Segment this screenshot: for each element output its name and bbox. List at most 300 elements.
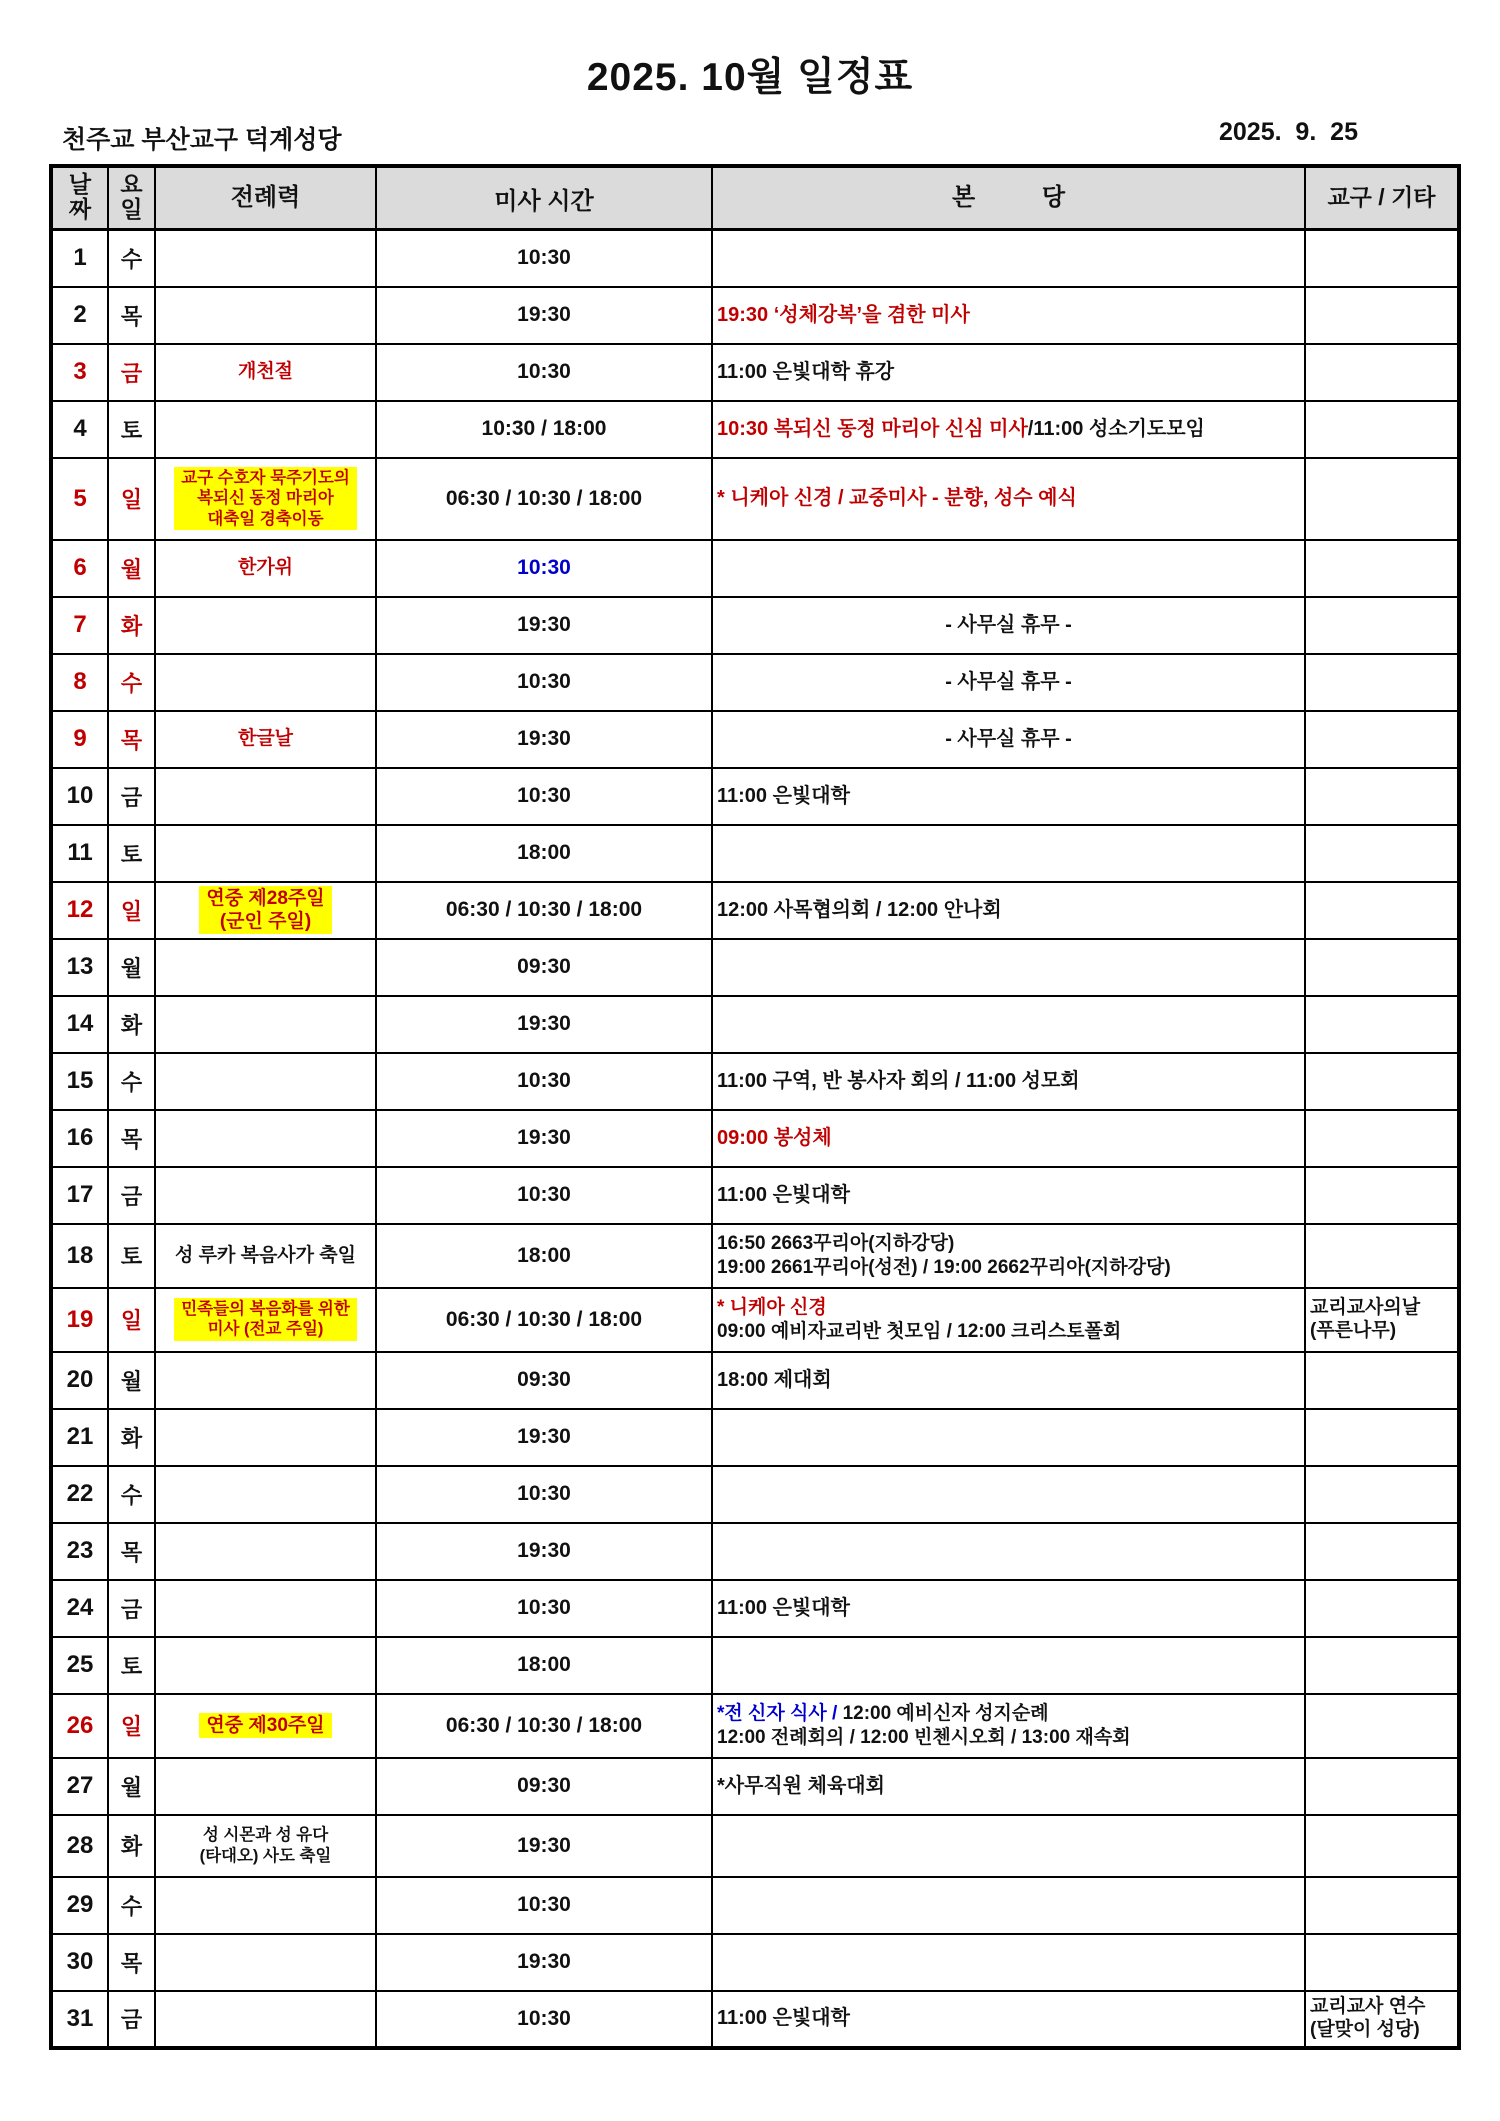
mass-time-label: 10:30 (517, 1482, 571, 1505)
feast-text (160, 360, 371, 383)
header-row (51, 166, 1459, 230)
diocese-etc-cell (1305, 825, 1459, 882)
column-header-liturgical: 전례력 (155, 166, 376, 230)
text-segment: - 사무실 휴무 - (945, 670, 1072, 693)
feast-line: 성 루카 복음사가 축일 (174, 1244, 357, 1266)
table-row (51, 540, 1459, 597)
day-cell (108, 458, 155, 540)
text-segment: 11:00 은빛대학 (717, 1183, 850, 1206)
diocese-etc-cell (1305, 287, 1459, 344)
diocese-etc-cell (1305, 1224, 1459, 1288)
date-label: 14 (66, 1010, 94, 1037)
date-label: 8 (73, 668, 87, 695)
date-label: 4 (73, 415, 87, 442)
date-label: 15 (66, 1067, 94, 1094)
parish-cell (712, 939, 1305, 996)
diocese-etc-cell (1305, 1523, 1459, 1580)
day-label: 금 (120, 2007, 143, 2032)
table-row (51, 996, 1459, 1053)
liturgical-cell (155, 597, 376, 654)
day-cell (108, 1224, 155, 1288)
diocese-etc-cell (1305, 654, 1459, 711)
liturgical-cell (155, 1758, 376, 1815)
parish-line (717, 1183, 1300, 1208)
mass-time-label: 19:30 (517, 613, 571, 636)
parish-cell (712, 768, 1305, 825)
date-label: 6 (73, 554, 87, 581)
day-cell (108, 540, 155, 597)
day-cell (108, 996, 155, 1053)
parish-name: 천주교 부산교구 덕계성당 (62, 126, 342, 154)
table-row (51, 825, 1459, 882)
text-segment: 12:00 예비신자 성지순례 (842, 1702, 1049, 1724)
table-row (51, 654, 1459, 711)
mass-time-cell (376, 287, 712, 344)
mass-time-label: 19:30 (517, 1539, 571, 1562)
date-cell (51, 825, 108, 882)
day-label: 금 (120, 784, 143, 810)
table-row (51, 1053, 1459, 1110)
date-label: 2 (73, 301, 87, 328)
column-header-date (51, 166, 108, 230)
column-header-day (108, 166, 155, 230)
mass-time-cell (376, 458, 712, 540)
text-segment: 16:50 2663꾸리아(지하강당) (717, 1232, 955, 1254)
date-cell (51, 1758, 108, 1815)
mass-time-cell (376, 1167, 712, 1224)
mass-time-label: 19:30 (517, 1126, 571, 1149)
date-label: 19 (66, 1305, 94, 1333)
table-row (51, 458, 1459, 540)
date-cell (51, 1409, 108, 1466)
parish-cell (712, 344, 1305, 401)
liturgical-cell (155, 1934, 376, 1991)
mass-time-label: 06:30 / 10:30 / 18:00 (445, 1307, 643, 1331)
diocese-etc-cell (1305, 1815, 1459, 1877)
feast-text (160, 1244, 371, 1267)
parish-line (717, 1069, 1300, 1094)
mass-time-cell (376, 1580, 712, 1637)
mass-time-cell (376, 1110, 712, 1167)
diocese-etc-cell (1305, 1352, 1459, 1409)
mass-time-label: 06:30 / 10:30 / 18:00 (445, 1713, 643, 1737)
mass-time-cell (376, 1224, 712, 1288)
mass-time-label: 10:30 (517, 246, 571, 270)
liturgical-cell (155, 939, 376, 996)
date-cell (51, 882, 108, 939)
feast-highlight (174, 1298, 357, 1340)
mass-time-label: 10:30 (517, 360, 571, 383)
mass-time-cell (376, 996, 712, 1053)
table-row (51, 1815, 1459, 1877)
text-segment: 10:30 복되신 동정 마리아 신심 미사 (717, 417, 1028, 440)
day-label: 수 (120, 1893, 143, 1919)
date-label: 31 (66, 2004, 94, 2032)
parish-line (717, 898, 1300, 923)
liturgical-cell (155, 1637, 376, 1694)
day-label: 목 (120, 303, 143, 329)
day-label: 화 (120, 1834, 143, 1859)
mass-time-label: 10:30 (517, 556, 571, 579)
day-label: 화 (120, 613, 143, 639)
feast-highlight (199, 1713, 331, 1738)
parish-line (717, 360, 1300, 385)
feast-line: (군인 주일) (219, 911, 312, 932)
diocese-etc-cell (1305, 768, 1459, 825)
date-cell (51, 344, 108, 401)
feast-line: 교구 수호자 묵주기도의 (181, 469, 350, 488)
parish-cell (712, 1288, 1305, 1352)
date-cell (51, 1053, 108, 1110)
liturgical-cell (155, 1352, 376, 1409)
day-cell (108, 230, 155, 287)
date-cell (51, 996, 108, 1053)
feast-line: 대축일 경축이동 (207, 509, 324, 528)
day-label: 수 (120, 246, 143, 272)
table-row (51, 344, 1459, 401)
text-segment: 11:00 은빛대학 (717, 2007, 850, 2029)
feast-line: 개천절 (237, 361, 294, 383)
day-label: 일 (120, 1714, 143, 1739)
mass-time-label: 19:30 (517, 727, 571, 750)
day-cell (108, 711, 155, 768)
text-segment: - 사무실 휴무 - (945, 613, 1072, 636)
parish-cell (712, 996, 1305, 1053)
table-row (51, 1409, 1459, 1466)
mass-time-label: 09:30 (517, 1368, 571, 1391)
table-row (51, 1877, 1459, 1934)
mass-time-label: 10:30 / 18:00 (481, 417, 607, 440)
date-label: 1 (73, 244, 87, 272)
date-cell (51, 458, 108, 540)
day-label: 금 (120, 1183, 143, 1209)
mass-time-label: 18:00 (517, 841, 571, 864)
table-row (51, 287, 1459, 344)
day-label: 수 (120, 670, 143, 696)
mass-time-label: 10:30 (517, 1893, 571, 1916)
liturgical-cell (155, 1288, 376, 1352)
parish-cell (712, 230, 1305, 287)
mass-time-cell (376, 1053, 712, 1110)
day-cell (108, 1466, 155, 1523)
liturgical-cell (155, 768, 376, 825)
mass-time-label: 10:30 (517, 1596, 571, 1619)
date-cell (51, 1877, 108, 1934)
date-cell (51, 230, 108, 287)
table-row (51, 1110, 1459, 1167)
mass-time-label: 09:30 (517, 955, 571, 978)
liturgical-cell (155, 1815, 376, 1877)
day-cell (108, 825, 155, 882)
liturgical-cell (155, 711, 376, 768)
day-cell (108, 768, 155, 825)
table-row (51, 1694, 1459, 1758)
feast-text (160, 1825, 371, 1865)
liturgical-cell (155, 1694, 376, 1758)
parish-line (717, 1774, 1300, 1799)
mass-time-cell (376, 882, 712, 939)
table-row (51, 882, 1459, 939)
parish-cell (712, 1694, 1305, 1758)
liturgical-cell (155, 1580, 376, 1637)
day-cell (108, 1523, 155, 1580)
diocese-etc-cell (1305, 1694, 1459, 1758)
diocese-etc-cell (1305, 458, 1459, 540)
day-cell (108, 1637, 155, 1694)
issue-date: 2025. 9. 25 (1218, 118, 1358, 146)
text-segment: 09:00 봉성체 (717, 1126, 832, 1149)
liturgical-cell (155, 287, 376, 344)
mass-time-cell (376, 1523, 712, 1580)
parish-cell (712, 1466, 1305, 1523)
date-cell (51, 1167, 108, 1224)
column-header-parish: 본 당 (712, 166, 1305, 230)
feast-line: 연중 제28주일 (206, 887, 325, 909)
mass-time-label: 10:30 (517, 1183, 571, 1206)
parish-cell (712, 1167, 1305, 1224)
day-cell (108, 344, 155, 401)
date-label: 17 (66, 1181, 94, 1208)
table-row (51, 939, 1459, 996)
parish-cell (712, 1352, 1305, 1409)
day-label: 수 (120, 1069, 143, 1095)
diocese-etc-cell (1305, 1409, 1459, 1466)
table-row (51, 1288, 1459, 1352)
diocese-etc-cell (1305, 1991, 1459, 2048)
date-label: 13 (66, 953, 94, 980)
table-row (51, 230, 1459, 287)
parish-cell (712, 1224, 1305, 1288)
mass-time-cell (376, 540, 712, 597)
mass-time-cell (376, 1352, 712, 1409)
parish-cell (712, 1934, 1305, 1991)
column-header-date-label: 날짜 (68, 171, 92, 222)
page-title: 2025. 10월 일정표 (586, 56, 914, 99)
parish-cell (712, 1877, 1305, 1934)
mass-time-cell (376, 939, 712, 996)
date-label: 3 (73, 358, 87, 385)
mass-time-cell (376, 711, 712, 768)
day-cell (108, 597, 155, 654)
date-cell (51, 597, 108, 654)
day-label: 토 (120, 417, 143, 443)
parish-line (717, 1596, 1300, 1621)
liturgical-cell (155, 540, 376, 597)
day-cell (108, 1352, 155, 1409)
diocese-etc-line: 교리교사의날 (1310, 1296, 1421, 1318)
parish-line (717, 1256, 1300, 1280)
liturgical-cell (155, 1991, 376, 2048)
feast-line: 연중 제30주일 (206, 1714, 325, 1736)
diocese-etc-cell (1305, 1758, 1459, 1815)
date-cell (51, 768, 108, 825)
day-cell (108, 287, 155, 344)
parish-line (717, 1726, 1300, 1750)
day-label: 목 (120, 727, 143, 753)
day-cell (108, 1053, 155, 1110)
date-label: 16 (66, 1124, 94, 1151)
diocese-etc-cell (1305, 1877, 1459, 1934)
mass-time-cell (376, 230, 712, 287)
diocese-etc-cell (1305, 344, 1459, 401)
table-row (51, 1637, 1459, 1694)
feast-line: (타대오) 사도 축일 (199, 1846, 332, 1865)
diocese-etc-cell (1305, 230, 1459, 287)
table-row (51, 1991, 1459, 2048)
table-body (51, 230, 1459, 2048)
parish-line (717, 1702, 1300, 1726)
parish-cell (712, 1409, 1305, 1466)
liturgical-cell (155, 882, 376, 939)
date-label: 5 (73, 484, 87, 512)
day-label: 수 (120, 1482, 143, 1508)
parish-cell (712, 1758, 1305, 1815)
date-cell (51, 1352, 108, 1409)
parish-line (717, 486, 1300, 511)
day-label: 목 (120, 1539, 143, 1565)
day-cell (108, 1409, 155, 1466)
parish-line (717, 2006, 1300, 2031)
day-label: 화 (120, 1012, 143, 1038)
mass-time-label: 18:00 (517, 1653, 571, 1676)
parish-line (717, 727, 1300, 752)
date-label: 11 (67, 839, 93, 866)
diocese-etc-line: (푸른나무) (1310, 1319, 1397, 1341)
table-row (51, 1167, 1459, 1224)
table-row (51, 1224, 1459, 1288)
date-cell (51, 711, 108, 768)
text-segment: 12:00 전례회의 / 12:00 빈첸시오회 / 13:00 재속회 (717, 1726, 1131, 1748)
day-label: 월 (120, 955, 143, 981)
day-label: 금 (120, 360, 143, 386)
parish-line (717, 1126, 1300, 1151)
diocese-etc-cell (1305, 882, 1459, 939)
text-segment: 19:00 2661꾸리아(성전) / 19:00 2662꾸리아(지하강당) (717, 1256, 1171, 1278)
table-row (51, 768, 1459, 825)
mass-time-cell (376, 1409, 712, 1466)
date-cell (51, 1934, 108, 1991)
feast-text (160, 556, 371, 579)
date-label: 25 (66, 1651, 94, 1678)
mass-time-cell (376, 654, 712, 711)
mass-time-cell (376, 768, 712, 825)
date-label: 22 (66, 1480, 94, 1507)
text-segment: * 니케아 신경 / 교중미사 - 분향, 성수 예식 (717, 487, 1077, 509)
text-segment: /11:00 성소기도모임 (1027, 417, 1205, 440)
day-label: 월 (120, 1368, 143, 1394)
mass-time-label: 19:30 (517, 303, 571, 326)
day-cell (108, 1877, 155, 1934)
liturgical-cell (155, 1224, 376, 1288)
table-row (51, 1523, 1459, 1580)
text-segment: *사무직원 체육대회 (717, 1774, 885, 1797)
table-row (51, 597, 1459, 654)
date-cell (51, 1523, 108, 1580)
column-header-mass-time: 미사 시간 (376, 166, 712, 230)
mass-time-cell (376, 344, 712, 401)
parish-cell (712, 597, 1305, 654)
table-row (51, 711, 1459, 768)
table-row (51, 1580, 1459, 1637)
parish-cell (712, 401, 1305, 458)
date-cell (51, 1110, 108, 1167)
parish-cell (712, 882, 1305, 939)
feast-highlight (174, 467, 357, 529)
liturgical-cell (155, 1167, 376, 1224)
day-label: 목 (120, 1950, 143, 1976)
parish-cell (712, 825, 1305, 882)
mass-time-label: 10:30 (517, 784, 571, 807)
diocese-etc-cell (1305, 1466, 1459, 1523)
day-cell (108, 1288, 155, 1352)
diocese-etc-line: (달맞이 성당) (1310, 2018, 1420, 2040)
parish-cell (712, 1110, 1305, 1167)
day-cell (108, 401, 155, 458)
parish-line (717, 303, 1300, 328)
day-label: 토 (120, 1653, 143, 1679)
liturgical-cell (155, 996, 376, 1053)
date-label: 18 (66, 1241, 94, 1269)
liturgical-cell (155, 1053, 376, 1110)
date-label: 23 (66, 1537, 94, 1564)
day-label: 일 (120, 1308, 143, 1333)
date-label: 26 (66, 1711, 94, 1739)
day-label: 목 (120, 1126, 143, 1152)
feast-line: 민족들의 복음화를 위한 (181, 1300, 350, 1319)
date-label: 10 (66, 782, 94, 809)
diocese-etc-line: 교리교사 연수 (1310, 1995, 1426, 2017)
diocese-etc-cell (1305, 1580, 1459, 1637)
diocese-etc-cell (1305, 996, 1459, 1053)
day-label: 일 (120, 898, 143, 924)
diocese-etc-cell (1305, 711, 1459, 768)
text-segment: 09:00 예비자교리반 첫모임 / 12:00 크리스토폴회 (717, 1320, 1122, 1342)
parish-line (717, 613, 1300, 638)
feast-line: 성 시몬과 성 유다 (202, 1826, 329, 1845)
mass-time-label: 19:30 (517, 1425, 571, 1448)
column-header-diocese-etc: 교구 / 기타 (1305, 166, 1459, 230)
day-label: 화 (120, 1425, 143, 1451)
text-segment: 12:00 사목협의회 / 12:00 안나회 (717, 898, 1002, 921)
day-cell (108, 1934, 155, 1991)
day-cell (108, 1815, 155, 1877)
date-cell (51, 540, 108, 597)
text-segment: 11:00 은빛대학 (717, 1596, 850, 1619)
parish-line (717, 670, 1300, 695)
parish-cell (712, 287, 1305, 344)
parish-cell (712, 1991, 1305, 2048)
parish-line (717, 1232, 1300, 1256)
feast-highlight (199, 886, 331, 934)
liturgical-cell (155, 458, 376, 540)
date-cell (51, 939, 108, 996)
day-cell (108, 654, 155, 711)
text-segment: 19:30 ‘성체강복’을 겸한 미사 (717, 303, 970, 326)
mass-time-label: 18:00 (517, 1243, 571, 1267)
mass-time-label: 19:30 (517, 1833, 571, 1857)
day-cell (108, 1758, 155, 1815)
table-row (51, 1934, 1459, 1991)
mass-time-label: 09:30 (517, 1774, 571, 1797)
date-label: 29 (66, 1891, 94, 1918)
feast-line: 한글날 (237, 728, 294, 750)
mass-time-cell (376, 1288, 712, 1352)
diocese-etc-cell (1305, 1167, 1459, 1224)
day-cell (108, 1694, 155, 1758)
liturgical-cell (155, 654, 376, 711)
mass-time-cell (376, 825, 712, 882)
diocese-etc-cell (1305, 401, 1459, 458)
